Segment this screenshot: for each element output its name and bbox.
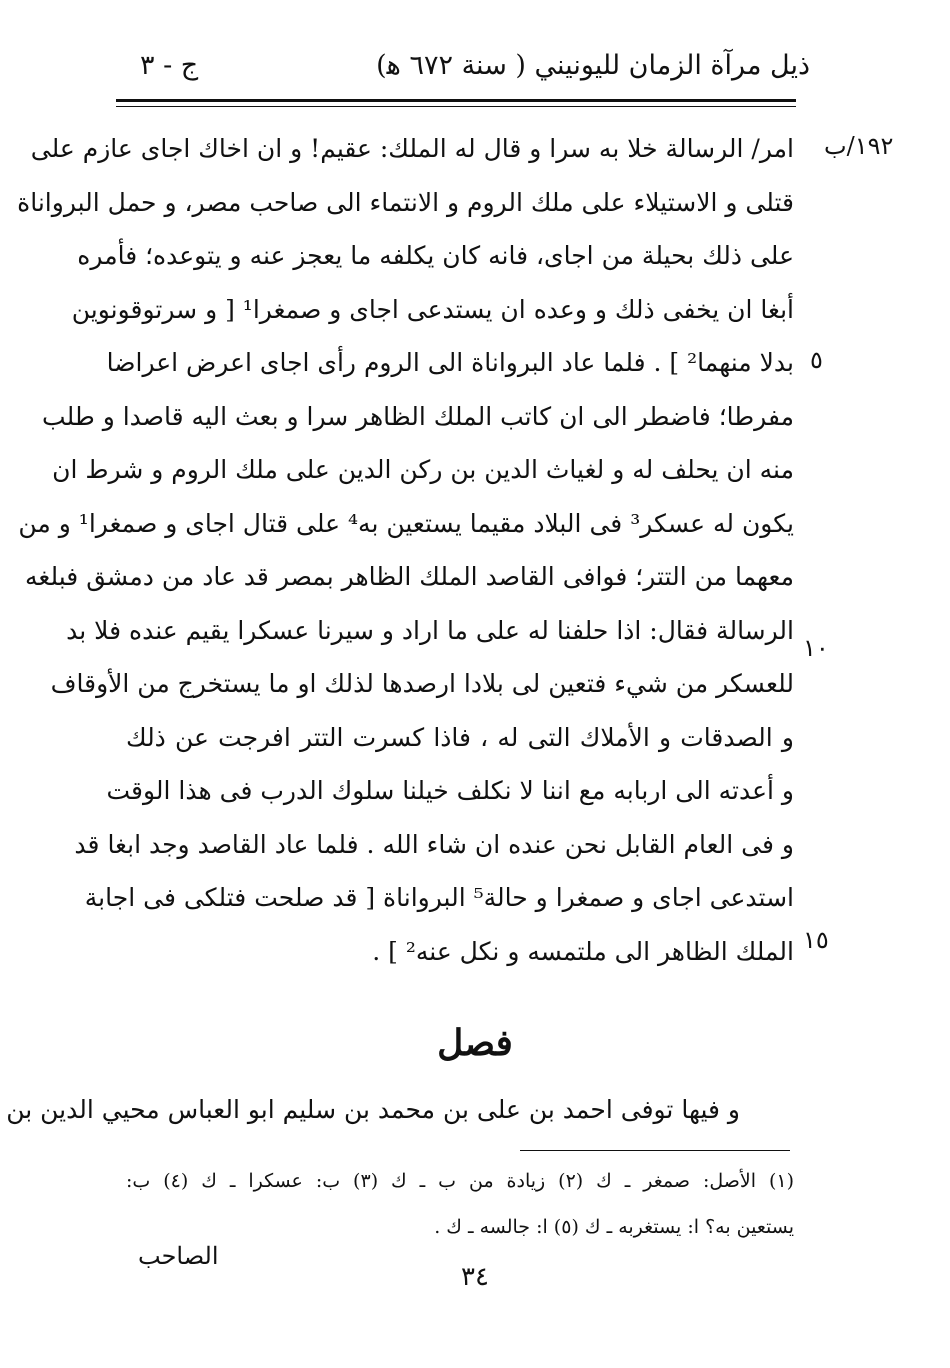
footnote-line: (١) الأصل: صمغر ـ ك (٢) زيادة من ب ـ ك (٣) ب: عسكرا ـ ك (٤) ب:	[126, 1170, 794, 1192]
text-line: للعسكر من شيء فتعين لى بلادا ارصدها لذلك او ما يستخرج من الأوقاف	[50, 669, 794, 698]
footnotes	[126, 1158, 794, 1250]
text-line: بدلا منهما² ] . فلما عاد البرواناة الى الروم رأى اجاى اعرض اعراضا	[106, 348, 794, 377]
line-number-5: ٥	[810, 346, 823, 374]
main-text	[17, 122, 794, 978]
text-line: و الصدقات و الأملاك التى له ، فاذا كسرت التتر افرجت عن ذلك	[126, 722, 794, 752]
section-first-line: و فيها توفى احمد بن على بن محمد بن سليم ابو العباس محيي الدين بن	[6, 1095, 740, 1124]
text-line: على ذلك بحيلة من اجاى، فانه كان يكلفه ما يعجز عنه و يتوعده؛ فأمره	[77, 241, 794, 270]
running-title: ذيل مرآة الزمان لليونيني ( سنة ٦٧٢ ﻫ)	[376, 50, 810, 81]
line-number-10: ١٠	[803, 634, 829, 662]
text-line: مفرطا؛ فاضطر الى ان كاتب الملك الظاهر سرا و بعث اليه قاصدا و طلب	[42, 401, 794, 431]
text-line: يكون له عسكر³ فى البلاد مقيما يستعين به⁴ على قتال اجاى و صمغرا¹ و من	[18, 508, 794, 538]
page-number: ٣٤	[461, 1262, 489, 1292]
text-line: امر/ الرسالة خلا به سرا و قال له الملك: عقيم! و ان اخاك اجاى عازم على	[30, 134, 794, 163]
text-line: أبغا ان يخفى ذلك و وعده ان يستدعى اجاى و صمغرا¹ [ و سرتوقونوين	[71, 294, 794, 324]
text-line: و أعدته الى اربابه مع اننا لا نكلف خيلنا سلوك الدرب فى هذا الوقت	[106, 776, 794, 805]
volume-label: ج - ٣	[140, 50, 199, 81]
text-line: الرسالة فقال: اذا حلفنا له على ما اراد و سيرنا عسكرا يقيم عنده فلا بد	[66, 615, 794, 645]
text-line: قتلى و الاستيلاء على ملك الروم و الانتماء الى صاحب مصر، و حمل البرواناة	[17, 187, 794, 217]
footnote-line: يستعين به؟ ا: يستغربه ـ ك (٥) ا: جالسه ـ ك .	[434, 1216, 794, 1238]
text-line: و فى العام القابل نحن عنده ان شاء الله . فلما عاد القاصد وجد ابغا قد	[74, 829, 794, 859]
text-line: منه ان يحلف له و لغياث الدين بن ركن الدين على ملك الروم و شرط ان	[52, 455, 794, 484]
text-line: معهما من التتر؛ فوافى القاصد الملك الظاهر بمصر قد عاد من دمشق فبلغه	[25, 562, 794, 591]
header-rule-thin	[116, 106, 796, 107]
line-number-15: ١٥	[803, 926, 829, 954]
catchword: الصاحب	[138, 1242, 219, 1270]
section-heading: فصل	[437, 1022, 513, 1064]
footnote-rule	[520, 1150, 790, 1151]
text-line: استدعى اجاى و صمغرا و حالة⁵ البرواناة [ قد صلحت فتلكى فى اجابة	[84, 883, 794, 912]
header-rule-thick	[116, 99, 796, 102]
folio-marker: ١٩٢/ب	[824, 132, 894, 160]
text-line: الملك الظاهر الى ملتمسه و نكل عنه² ] .	[372, 936, 794, 966]
